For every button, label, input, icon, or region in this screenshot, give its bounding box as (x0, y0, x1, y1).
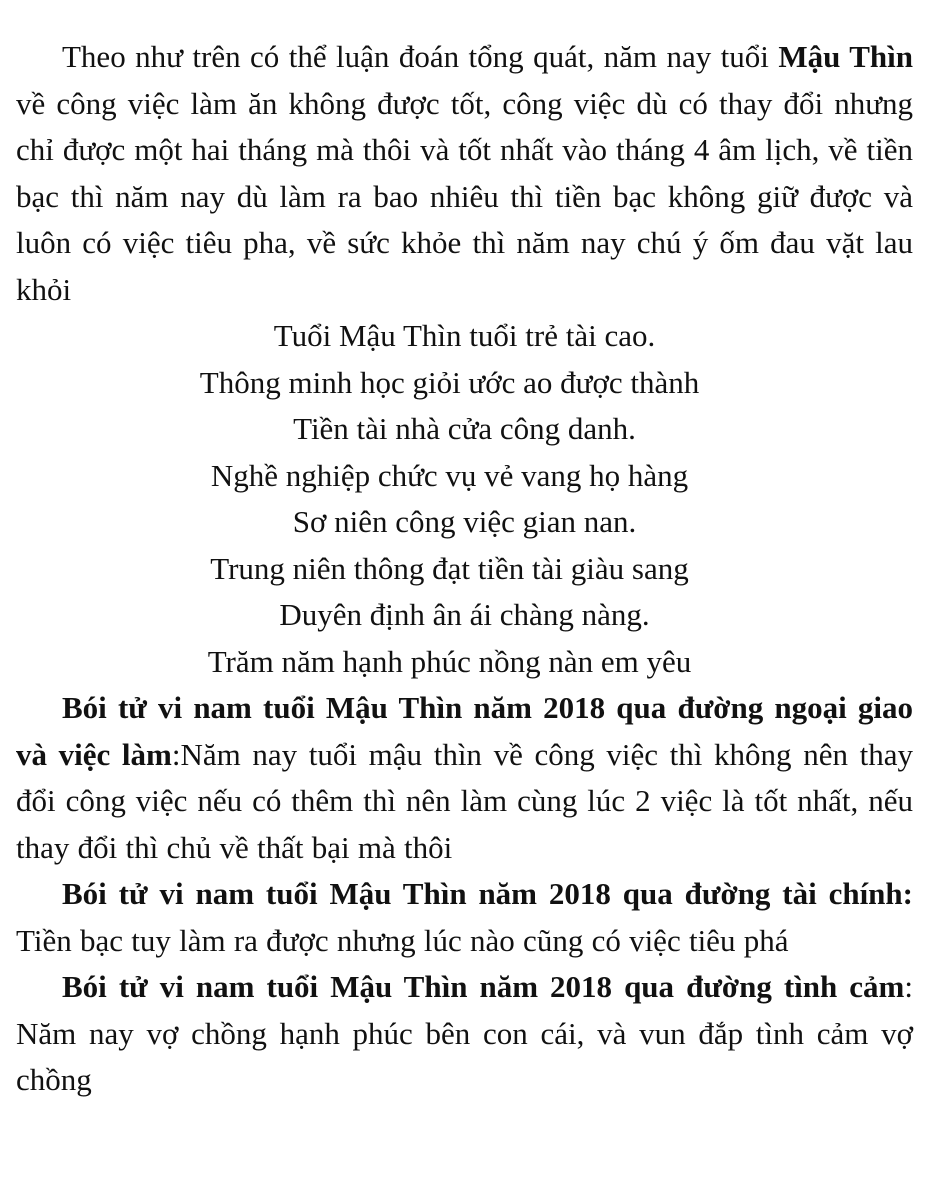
poem (16, 313, 913, 685)
poem-line: Trung niên thông đạt tiền tài giàu sang (210, 550, 689, 586)
section-love-paragraph (16, 964, 913, 1104)
poem-line: Tiền tài nhà cửa công danh. (293, 411, 636, 446)
section-finance-body: Tiền bạc tuy làm ra được nhưng lúc nào cũng có việc tiêu phá (16, 922, 789, 958)
intro-paragraph (16, 34, 913, 313)
section-work-body: :Năm nay tuổi mậu thìn về công việc thì không nên thay đổi công việc nếu có thêm thì nên làm cùng lúc 2 việc là tốt nhất, nếu thay đổi thì chủ về thất bại mà thôi (16, 736, 913, 865)
poem-line: Sơ niên công việc gian nan. (292, 504, 637, 539)
poem-line: Duyên định ân ái chàng nàng. (279, 597, 650, 632)
poem-line: Nghề nghiệp chức vụ vẻ vang họ hàng (210, 457, 689, 493)
section-love-body: : Năm nay vợ chồng hạnh phúc bên con cái, và vun đắp tình cảm vợ chồng (16, 969, 913, 1097)
section-love-heading: Bói tử vi nam tuổi Mậu Thìn năm 2018 qua đường tình cảm (62, 969, 905, 1004)
intro-text-end: về công việc làm ăn không được tốt, công việc dù có thay đổi nhưng chỉ được một hai tháng mà thôi và tốt nhất vào tháng 4 âm lịch, về tiền bạc thì năm nay dù làm ra bao nhiêu thì tiền bạc không giữ được và luôn có việc tiêu pha, về sức khỏe thì năm nay chú ý ốm đau vặt lau khỏi (16, 85, 913, 307)
section-work-paragraph (16, 685, 913, 871)
intro-bold-name: Mậu Thìn (778, 39, 913, 74)
section-finance-heading: Bói tử vi nam tuổi Mậu Thìn năm 2018 qua đường tài chính: (62, 876, 913, 911)
poem-line: Tuổi Mậu Thìn tuổi trẻ tài cao. (273, 318, 656, 353)
section-work-heading: Bói tử vi nam tuổi Mậu Thìn năm 2018 qua đường ngoại giao và việc làm (16, 690, 913, 772)
poem-line: Thông minh học giỏi ước ao được thành (199, 364, 700, 400)
intro-text-start: Theo như trên có thể luận đoán tổng quát, năm nay tuổi (62, 39, 779, 74)
section-finance-paragraph (16, 871, 913, 964)
poem-line: Trăm năm hạnh phúc nồng nàn em yêu (207, 643, 692, 679)
